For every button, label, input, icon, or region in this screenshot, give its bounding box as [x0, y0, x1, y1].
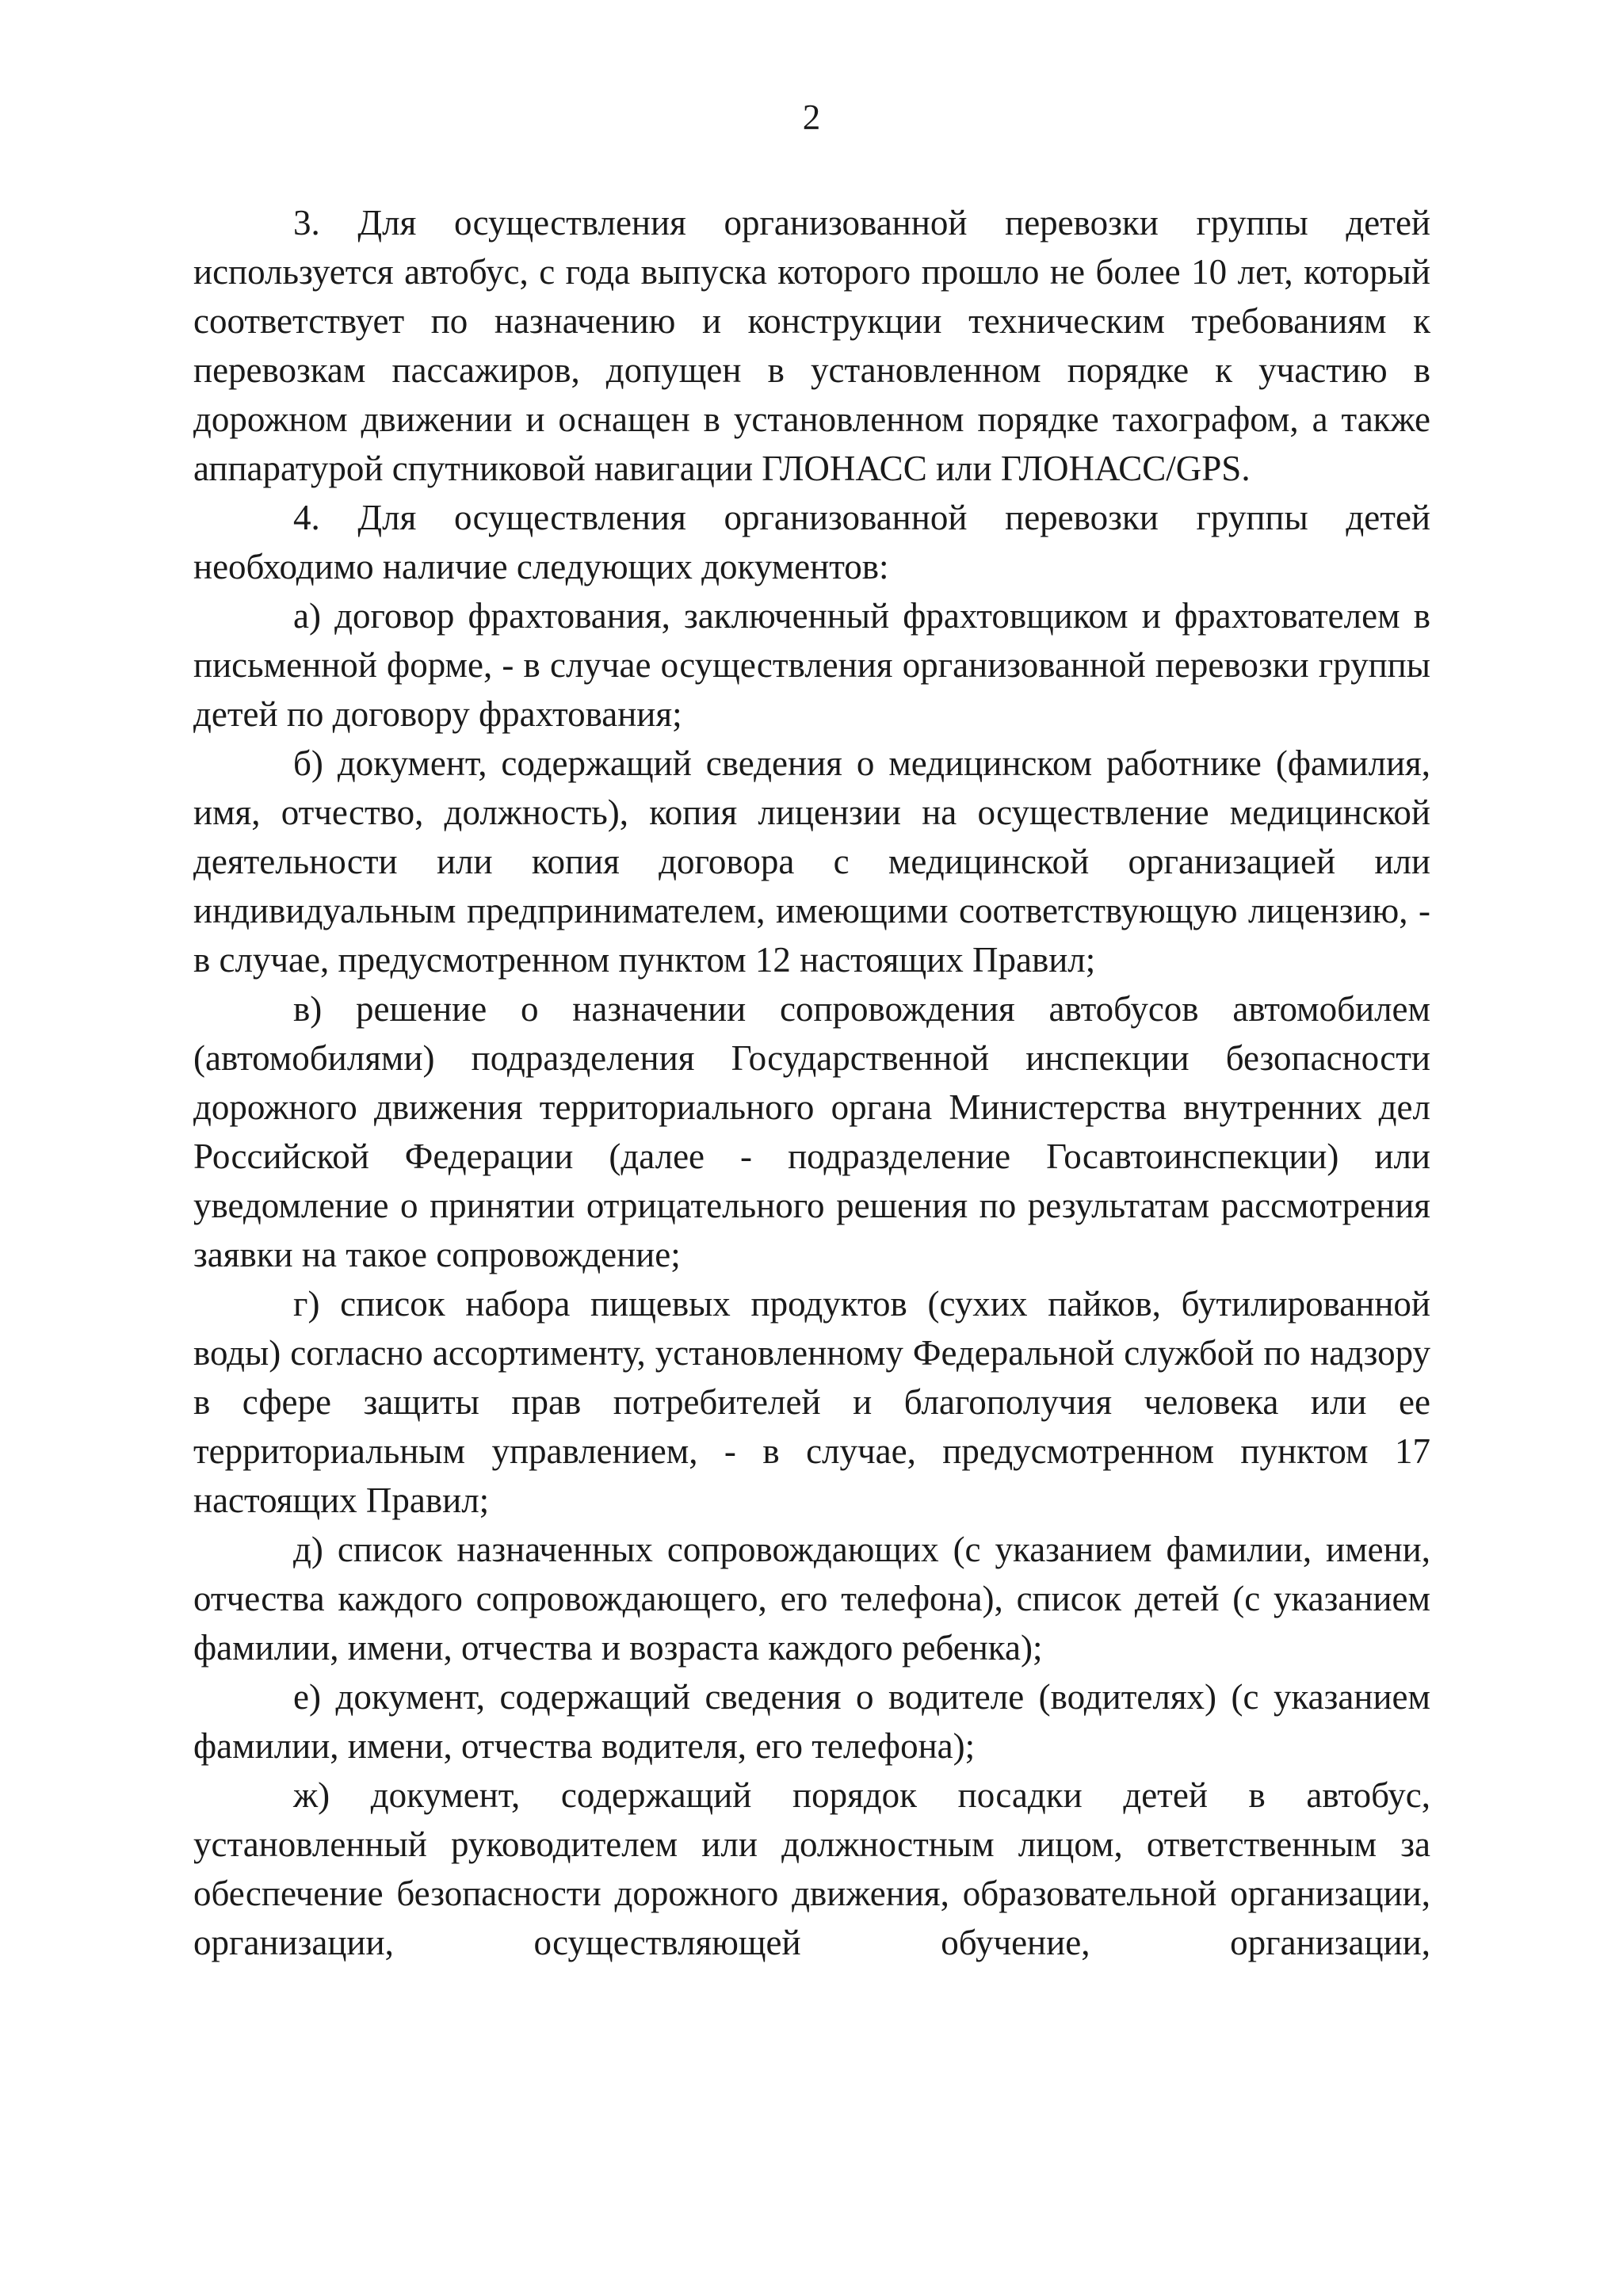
subparagraph-b: б) документ, содержащий сведения о медицинском работнике (фамилия, имя, отчество, должность), копия лицензии на осуществление медицинской деятельности или копия договора с медицинской организацией или индивидуальным предпринимателем, имеющими соответствующую лицензию, - в случае, предусмотренном пунктом 12 настоящих Правил;	[193, 743, 1430, 980]
subparagraph-e: е) документ, содержащий сведения о водителе (водителях) (с указанием фамилии, имени, отчества водителя, его телефона);	[193, 1677, 1430, 1766]
paragraph-3: 3. Для осуществления организованной перевозки группы детей используется автобус, с года выпуска которого прошло не более 10 лет, который соответствует по назначению и конструкции техническим требованиям к перевозкам пассажиров, допущен в установленном порядке к участию в дорожном движении и оснащен в установленном порядке тахографом, а также аппаратурой спутниковой навигации ГЛОНАСС или ГЛОНАСС/GPS.	[193, 203, 1430, 488]
subparagraph-a: а) договор фрахтования, заключенный фрахтовщиком и фрахтователем в письменной форме, - в случае осуществления организованной перевозки группы детей по договору фрахтования;	[193, 596, 1430, 734]
subparagraph-zh: ж) документ, содержащий порядок посадки детей в автобус, установленный руководителем или должностным лицом, ответственным за обеспечение безопасности дорожного движения, образовательной организации, организации, осуществляющей обучение, организации,	[193, 1775, 1430, 1962]
paragraph-4: 4. Для осуществления организованной перевозки группы детей необходимо наличие следующих документов:	[193, 498, 1430, 586]
document-body	[193, 198, 1430, 1967]
page-number: 2	[802, 97, 821, 137]
subparagraph-d: д) список назначенных сопровождающих (с указанием фамилии, имени, отчества каждого сопровождающего, его телефона), список детей (с указанием фамилии, имени, отчества и возраста каждого ребенка);	[193, 1530, 1430, 1668]
subparagraph-v: в) решение о назначении сопровождения автобусов автомобилем (автомобилями) подразделения Государственной инспекции безопасности дорожного движения территориального органа Министерства внутренних дел Российской Федерации (далее - подразделение Госавтоинспекции) или уведомление о принятии отрицательного решения по результатам рассмотрения заявки на такое сопровождение;	[193, 989, 1430, 1274]
subparagraph-g: г) список набора пищевых продуктов (сухих пайков, бутилированной воды) согласно ассортименту, установленному Федеральной службой по надзору в сфере защиты прав потребителей и благополучия человека или ее территориальным управлением, - в случае, предусмотренном пунктом 17 настоящих Правил;	[193, 1284, 1430, 1520]
